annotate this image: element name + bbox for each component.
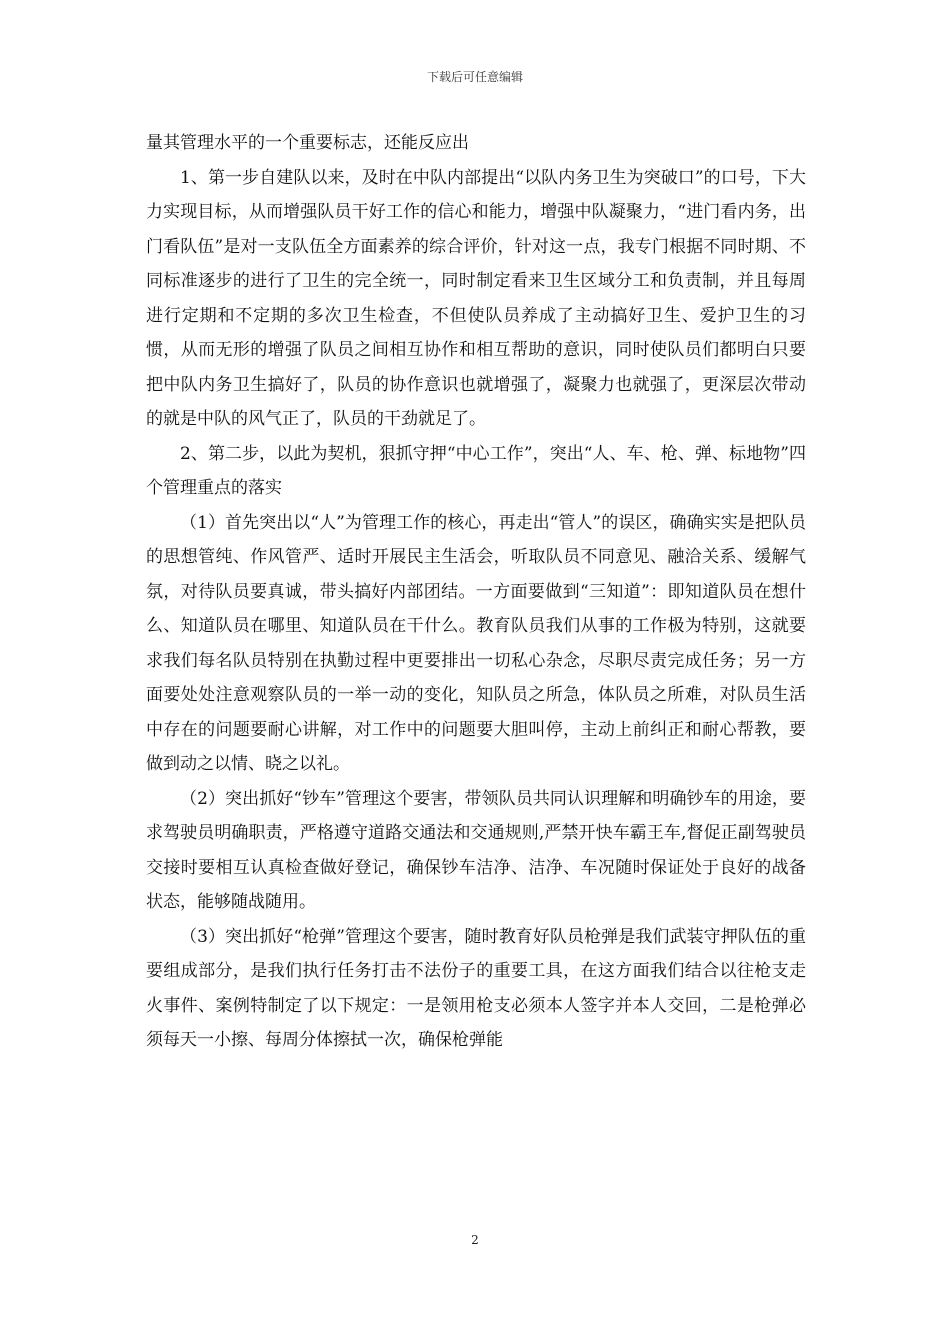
paragraph-item-1: （1）首先突出以“人”为管理工作的核心，再走出“管人”的误区，确确实实是把队员的思想管纯、作风管严、适时开展民主生活会，听取队员不同意见、融洽关系、缓解气氛，对待队员要真诚，带头搞好内部团结。一方面要做到“三知道”：即知道队员在想什么、知道队员在哪里、知道队员在干什么。教育队员我们从事的工作极为特别，这就要求我们每名队员特别在执勤过程中更要排出一切私心杂念，尽职尽责完成任务；另一方面要处处注意观察队员的一举一动的变化，知队员之所急，体队员之所难，对队员生活中存在的问题要耐心讲解，对工作中的问题要大胆叫停，主动上前纠正和耐心帮教，要做到动之以情、晓之以礼。 (146, 512, 806, 774)
paragraph-continuation: 量其管理水平的一个重要标志，还能反应出 (146, 133, 469, 153)
page-header: 下载后可任意编辑 (426, 70, 523, 84)
paragraph-step-1: 1、第一步自建队以来，及时在中队内部提出“以队内务卫生为突破口”的口号，下大力实现目标，从而增强队员干好工作的信心和能力，增强中队凝聚力，“进门看内务，出门看队伍”是对一支队伍全方面素养的综合评价，针对这一点，我专门根据不同时期、不同标准逐步的进行了卫生的完全统一，同时制定看来卫生区域分工和负责制，并且每周进行定期和不定期的多次卫生检查，不但使队员养成了主动搞好卫生、爱护卫生的习惯，从而无形的增强了队员之间相互协作和相互帮助的意识，同时使队员们都明白只要把中队内务卫生搞好了，队员的协作意识也就增强了，凝聚力也就强了，更深层次带动的就是中队的风气正了，队员的干劲就足了。 (146, 167, 806, 429)
paragraph-step-2: 2、第二步，以此为契机，狠抓守押“中心工作”，突出“人、车、枪、弹、标地物”四个管理重点的落实 (146, 443, 806, 498)
page-number: 2 (471, 1233, 479, 1247)
paragraph-item-3: （3）突出抓好“枪弹”管理这个要害，随时教育好队员枪弹是我们武装守押队伍的重要组成部分，是我们执行任务打击不法份子的重要工具，在这方面我们结合以往枪支走火事件、案例特制定了以下规定：一是领用枪支必须本人签字并本人交回，二是枪弹必须每天一小擦、每周分体擦拭一次，确保枪弹能 (146, 926, 806, 1050)
paragraph-item-2: （2）突出抓好“钞车”管理这个要害，带领队员共同认识理解和明确钞车的用途，要求驾驶员明确职责，严格遵守道路交通法和交通规则,严禁开快车霸王车,督促正副驾驶员交接时要相互认真检查做好登记，确保钞车洁净、洁净、车况随时保证处于良好的战备状态，能够随战随用。 (146, 788, 806, 912)
document-body (146, 126, 806, 1058)
